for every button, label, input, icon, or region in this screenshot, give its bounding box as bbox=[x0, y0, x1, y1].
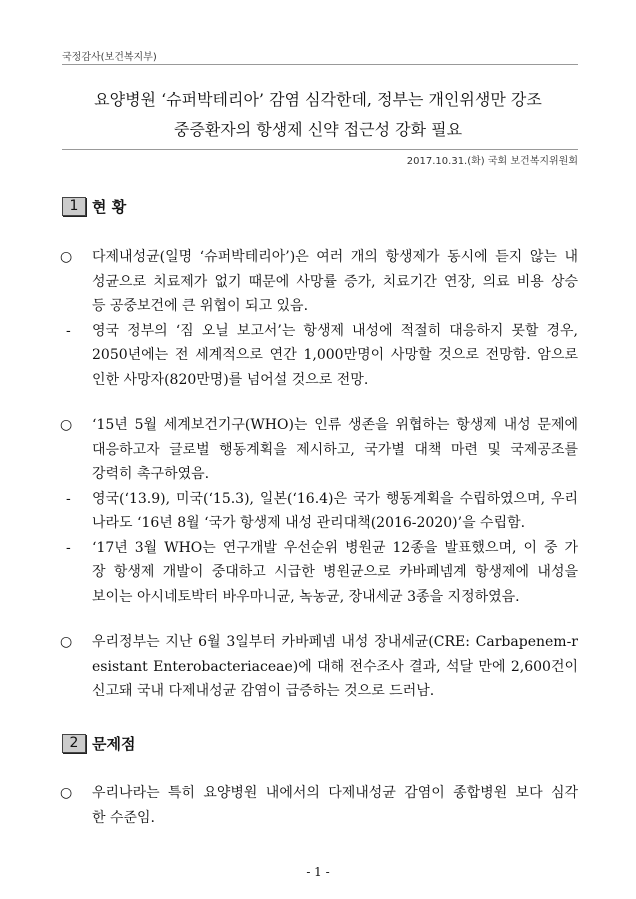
section-heading-1 bbox=[62, 196, 126, 217]
text-line: 우리나라는 특히 요양병원 내에서의 다제내성균 감염이 종합병원 보다 심각 bbox=[92, 785, 578, 801]
text-line: 성균으로 치료제가 없기 때문에 사망률 증가, 치료기간 연장, 의료 비용 상승 bbox=[92, 274, 578, 290]
text-line: 보이는 아시네토박터 바우마니균, 녹농균, 장내세균 3종을 지정하였음. bbox=[92, 589, 520, 605]
date-line: 2017.10.31.(화) 국회 보건복지위원회 bbox=[406, 156, 578, 167]
text-line: 대응하고자 글로벌 행동계획을 제시하고, 국가별 대책 마련 및 국제공조를 bbox=[92, 442, 578, 458]
section-number: 1 bbox=[62, 197, 86, 216]
text-line: 장 항생제 개발이 중대하고 시급한 병원균으로 카바페넴계 항생제에 내성을 bbox=[92, 564, 578, 580]
document-header: 국정감사(보건복지부) bbox=[62, 52, 157, 63]
text-line: 등 공중보건에 큰 위협이 되고 있음. bbox=[92, 298, 309, 314]
text-line: 다제내성균(일명 ‘슈퍼박테리아’)은 여러 개의 항생제가 동시에 듣지 않는 내 bbox=[92, 249, 578, 265]
text-line: 영국 정부의 ‘짐 오닐 보고서’는 항생제 내성에 적절히 대응하지 못할 경우, bbox=[92, 323, 578, 339]
bullet-icon: ○ bbox=[60, 249, 73, 265]
text-line: esistant Enterobacteriaceae)에 대해 전수조사 결과, 석달 만에 2,600건이 bbox=[92, 659, 578, 675]
bullet-icon: ○ bbox=[60, 634, 73, 650]
divider bbox=[62, 64, 578, 65]
section-title: 현 황 bbox=[92, 198, 127, 216]
section-heading-2 bbox=[62, 733, 135, 754]
divider bbox=[62, 149, 578, 150]
text-line: 영국(‘13.9), 미국(‘15.3), 일본(‘16.4)은 국가 행동계획을 수립하였으며, 우리 bbox=[92, 491, 578, 507]
text-line: 우리정부는 지난 6월 3일부터 카바페넴 내성 장내세균(CRE: Carbapenem-r bbox=[92, 634, 578, 650]
text-line: 강력히 촉구하였음. bbox=[92, 466, 210, 482]
text-line: ‘17년 3월 WHO는 연구개발 우선순위 병원균 12종을 발표했으며, 이 중 가 bbox=[92, 540, 578, 556]
dash-icon: - bbox=[66, 323, 71, 339]
text-line: 한 수준임. bbox=[92, 810, 155, 826]
title-line-1: 요양병원 ‘슈퍼박테리아’ 감염 심각한데, 정부는 개인위생만 강조 bbox=[94, 90, 542, 109]
text-line: 나라도 ‘16년 8월 ‘국가 항생제 내성 관리대책(2016-2020)’을 수립함. bbox=[92, 515, 526, 531]
text-line: 신고돼 국내 다제내성균 감염이 급증하는 것으로 드러남. bbox=[92, 683, 435, 699]
page-number: - 1 - bbox=[306, 865, 330, 879]
dash-icon: - bbox=[66, 540, 71, 556]
text-line: 인한 사망자(820만명)를 넘어설 것으로 전망. bbox=[92, 372, 369, 388]
section-title: 문제점 bbox=[92, 735, 136, 753]
dash-icon: - bbox=[66, 491, 71, 507]
text-line: ‘15년 5월 세계보건기구(WHO)는 인류 생존을 위협하는 항생제 내성 문제에 bbox=[92, 417, 578, 433]
title-line-2: 중증환자의 항생제 신약 접근성 강화 필요 bbox=[173, 120, 463, 139]
text-line: 2050년에는 전 세계적으로 연간 1,000만명이 사망할 것으로 전망함. 암으로 bbox=[92, 347, 578, 363]
bullet-icon: ○ bbox=[60, 785, 73, 801]
section-number: 2 bbox=[62, 734, 86, 753]
bullet-icon: ○ bbox=[60, 417, 73, 433]
